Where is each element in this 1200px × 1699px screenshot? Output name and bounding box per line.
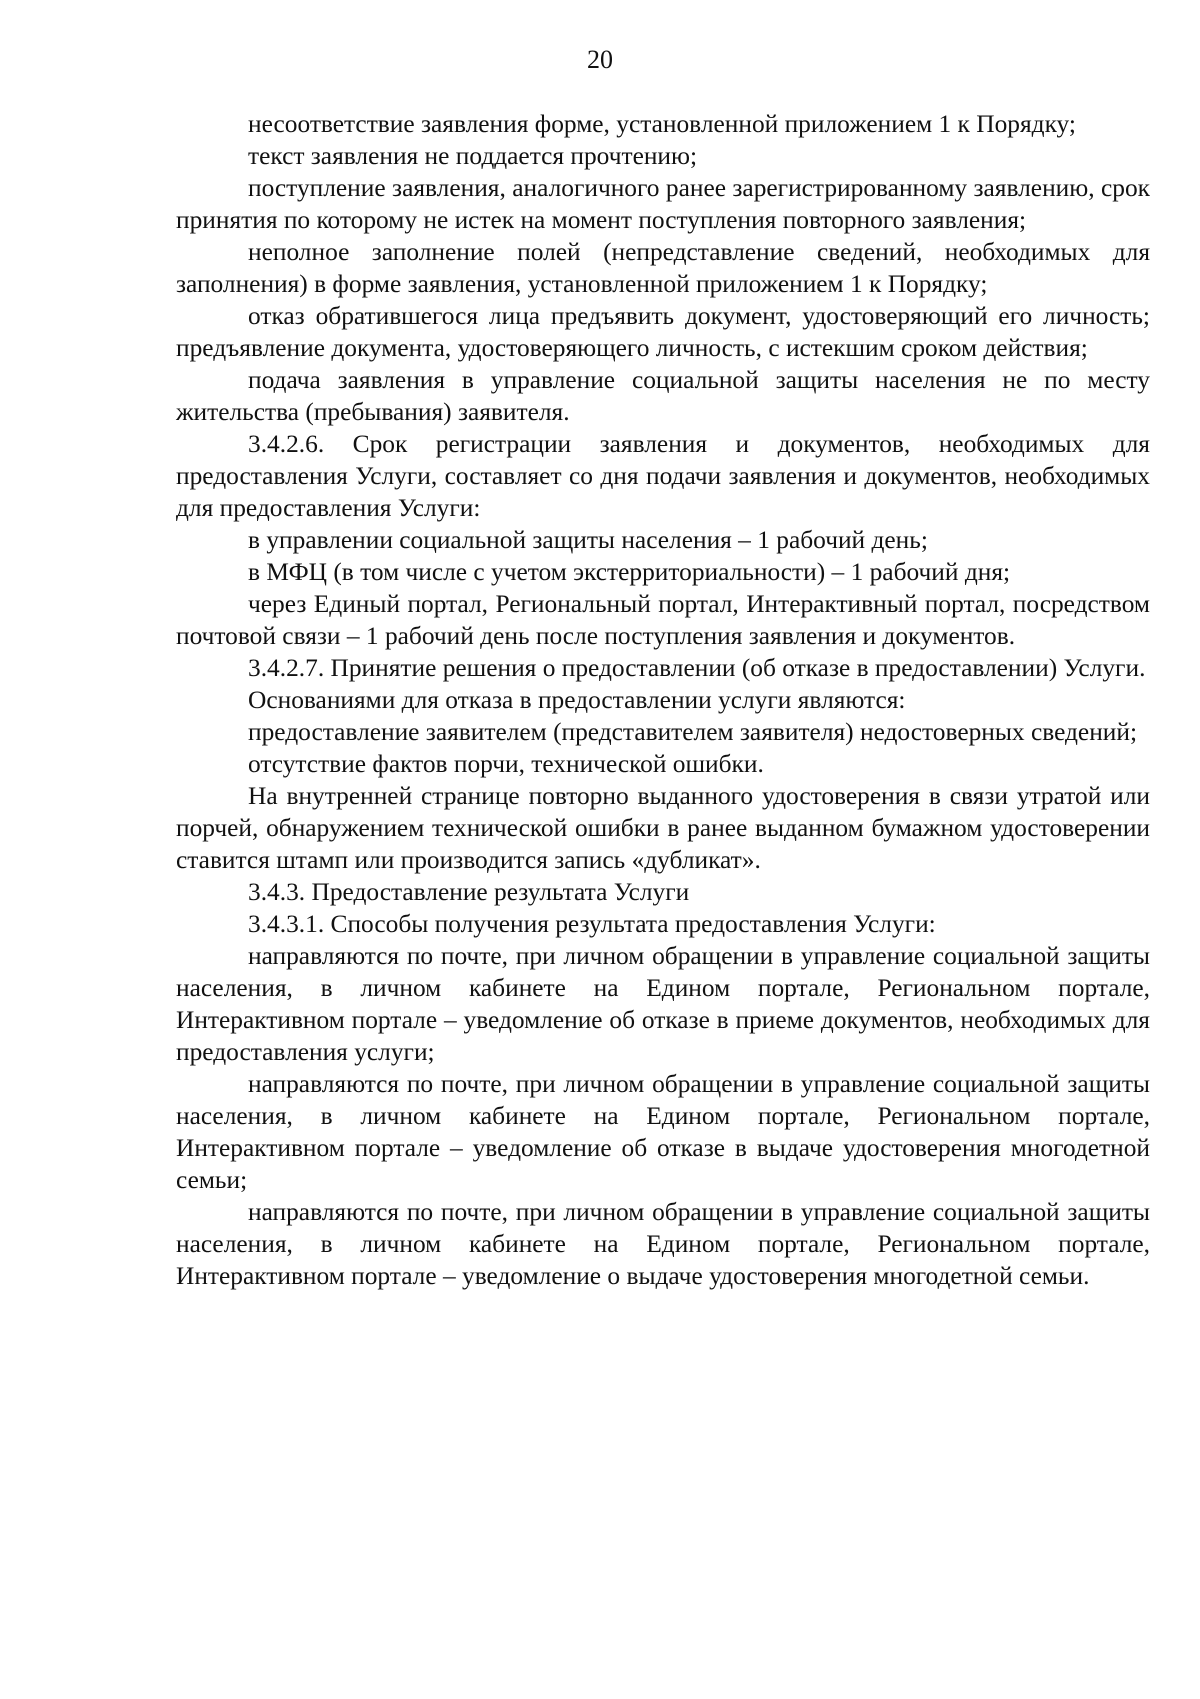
paragraph: несоответствие заявления форме, установленной приложением 1 к Порядку; [248, 110, 1076, 138]
paragraph: отсутствие фактов порчи, технической ошибки. [248, 750, 764, 778]
paragraph: неполное заполнение полей (непредставление сведений, необходимых для заполнения) в форме заявления, установленной приложением 1 к Порядку; [176, 238, 1150, 298]
paragraph: 3.4.3. Предоставление результата Услуги [248, 878, 690, 906]
paragraph: направляются по почте, при личном обращении в управление социальной защиты населения, в личном кабинете на Едином портале, Региональном портале, Интерактивном портале – уведомление об отказе в приеме документов, необходимых для предоставления услуги; [176, 942, 1150, 1066]
paragraph: 3.4.2.7. Принятие решения о предоставлении (об отказе в предоставлении) Услуги. [248, 654, 1146, 682]
page-number: 20 [587, 45, 613, 74]
paragraph: На внутренней странице повторно выданного удостоверения в связи утратой или порчей, обнаружением технической ошибки в ранее выданном бумажном удостоверении ставится штамп или производится запись «дубликат». [176, 782, 1150, 874]
paragraph: 3.4.2.6. Срок регистрации заявления и документов, необходимых для предоставления Услуги, составляет со дня подачи заявления и документов, необходимых для предоставления Услуги: [176, 430, 1150, 522]
paragraph: поступление заявления, аналогичного ранее зарегистрированному заявлению, срок принятия по которому не истек на момент поступления повторного заявления; [176, 174, 1150, 234]
paragraph: текст заявления не поддается прочтению; [248, 142, 698, 170]
document-body [176, 108, 1150, 1292]
paragraph: подача заявления в управление социальной защиты населения не по месту жительства (пребывания) заявителя. [176, 366, 1150, 426]
paragraph: направляются по почте, при личном обращении в управление социальной защиты населения, в личном кабинете на Едином портале, Региональном портале, Интерактивном портале – уведомление о выдаче удостоверения многодетной семьи. [176, 1198, 1150, 1290]
paragraph: 3.4.3.1. Способы получения результата предоставления Услуги: [248, 910, 936, 938]
paragraph: в МФЦ (в том числе с учетом экстерриториальности) – 1 рабочий дня; [248, 558, 1011, 586]
paragraph: в управлении социальной защиты населения – 1 рабочий день; [248, 526, 928, 554]
paragraph: через Единый портал, Региональный портал, Интерактивный портал, посредством почтовой связи – 1 рабочий день после поступления заявления и документов. [176, 590, 1150, 650]
paragraph: предоставление заявителем (представителем заявителя) недостоверных сведений; [248, 718, 1138, 746]
paragraph: направляются по почте, при личном обращении в управление социальной защиты населения, в личном кабинете на Едином портале, Региональном портале, Интерактивном портале – уведомление об отказе в выдаче удостоверения многодетной семьи; [176, 1070, 1150, 1194]
paragraph: отказ обратившегося лица предъявить документ, удостоверяющий его личность; предъявление документа, удостоверяющего личность, с истекшим сроком действия; [176, 302, 1150, 362]
paragraph: Основаниями для отказа в предоставлении услуги являются: [248, 686, 906, 714]
